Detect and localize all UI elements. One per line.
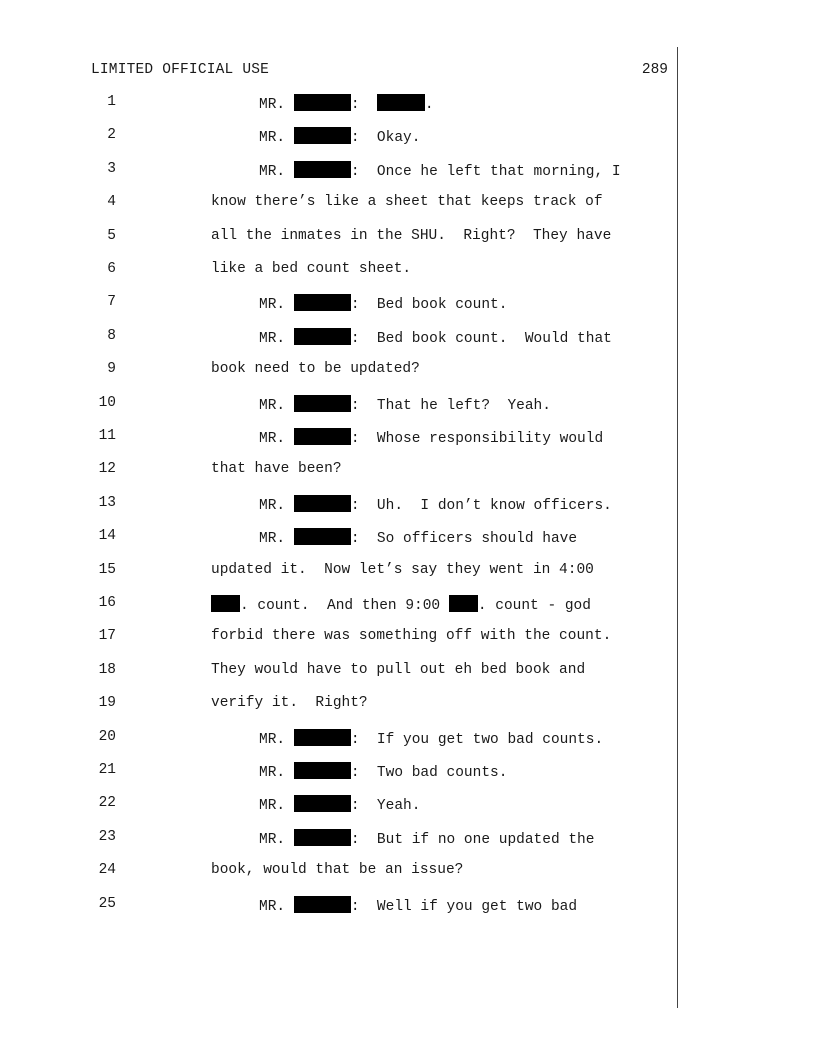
- text-segment: MR.: [259, 330, 294, 347]
- line-number: 24: [98, 862, 116, 879]
- line-number: 17: [98, 628, 116, 645]
- transcript-line: [0, 361, 816, 381]
- text-segment: MR.: [259, 297, 294, 314]
- text-segment: verify it. Right?: [211, 695, 368, 712]
- redaction-block: [294, 161, 351, 178]
- redaction-block: [377, 94, 425, 111]
- redaction-block: [294, 729, 351, 746]
- redaction-block: [294, 896, 351, 913]
- redaction-block: [294, 94, 351, 111]
- line-text: [211, 562, 594, 578]
- transcript-line: [0, 328, 816, 348]
- transcript-line: [0, 194, 816, 214]
- text-segment: . count - god: [477, 598, 591, 614]
- redaction-block: [294, 428, 351, 445]
- line-number: 12: [98, 461, 116, 478]
- line-number: 4: [107, 194, 116, 211]
- text-segment: : Once he left that morning, I: [350, 163, 621, 180]
- line-number: 18: [98, 661, 116, 678]
- text-segment: : Bed book count.: [350, 297, 508, 314]
- line-text: [259, 294, 507, 313]
- text-segment: updated it. Now let’s say they went in 4:00: [211, 561, 594, 578]
- transcript-line: [0, 495, 816, 515]
- classification-header: LIMITED OFFICIAL USE: [91, 62, 270, 78]
- redaction-block: [294, 795, 351, 812]
- redaction-block: [294, 829, 351, 846]
- line-number: 13: [98, 494, 116, 511]
- line-text: [211, 361, 420, 377]
- line-number: 11: [98, 428, 116, 444]
- transcript-line: [0, 294, 816, 314]
- text-segment: : Bed book count. Would that: [350, 330, 612, 347]
- line-number: 25: [98, 895, 116, 912]
- line-text: [259, 94, 434, 113]
- text-segment: : So officers should have: [350, 531, 578, 548]
- line-number: 21: [98, 762, 116, 778]
- line-number: 6: [107, 261, 116, 277]
- line-text: [259, 896, 577, 915]
- text-segment: MR.: [259, 497, 294, 514]
- text-segment: MR.: [259, 798, 294, 815]
- line-text: [259, 127, 420, 146]
- line-text: [211, 461, 342, 477]
- line-number: 19: [98, 695, 116, 712]
- text-segment: like a bed count sheet.: [211, 261, 412, 277]
- transcript-line: [0, 862, 816, 882]
- line-text: [211, 261, 411, 277]
- text-segment: MR.: [259, 163, 294, 180]
- line-number: 7: [107, 294, 116, 311]
- line-number: 1: [107, 94, 116, 110]
- line-number: 20: [98, 728, 116, 745]
- line-text: [259, 395, 551, 414]
- text-segment: : Two bad counts.: [350, 765, 508, 781]
- line-number: 14: [98, 528, 116, 545]
- line-text: [259, 528, 577, 547]
- line-number: 22: [98, 795, 116, 812]
- redaction-block: [294, 294, 351, 311]
- line-text: [211, 228, 611, 244]
- text-segment: MR.: [259, 731, 294, 748]
- text-segment: all the inmates in the SHU. Right? They have: [211, 227, 612, 244]
- text-segment: MR.: [259, 531, 294, 548]
- text-segment: MR.: [259, 765, 294, 781]
- redaction-block: [294, 127, 351, 144]
- transcript-line: [0, 228, 816, 248]
- text-segment: . count. And then 9:00: [240, 598, 449, 614]
- line-text: [259, 428, 603, 447]
- page-number: 289: [641, 62, 668, 78]
- transcript-line: [0, 695, 816, 715]
- line-text: [259, 328, 612, 347]
- transcript-line: [0, 762, 816, 782]
- transcript-line: [0, 829, 816, 849]
- redaction-block: [294, 762, 351, 779]
- line-text: [211, 628, 611, 644]
- text-segment: MR.: [259, 898, 294, 915]
- redaction-block: [294, 495, 351, 512]
- text-segment: : Okay.: [350, 130, 421, 147]
- redaction-block: [449, 595, 478, 612]
- line-number: 23: [98, 828, 116, 845]
- line-text: [211, 595, 591, 614]
- line-text: [211, 194, 603, 210]
- line-number: 2: [107, 127, 116, 144]
- transcript-line: [0, 461, 816, 481]
- transcript-line: [0, 595, 816, 615]
- transcript-line: [0, 662, 816, 682]
- line-text: [259, 829, 594, 848]
- line-text: [211, 862, 463, 878]
- line-number: 16: [98, 595, 116, 611]
- redaction-block: [294, 528, 351, 545]
- transcript-line: [0, 896, 816, 916]
- transcript-line: [0, 395, 816, 415]
- line-text: [259, 495, 612, 514]
- transcript-line: [0, 94, 816, 114]
- line-text: [211, 695, 368, 711]
- line-text: [259, 161, 621, 180]
- transcript-line: [0, 428, 816, 448]
- line-text: [259, 729, 603, 748]
- text-segment: : Well if you get two bad: [350, 898, 578, 915]
- text-segment: know there’s like a sheet that keeps track of: [211, 194, 603, 211]
- text-segment: MR.: [259, 831, 294, 848]
- transcript-line: [0, 261, 816, 281]
- line-text: [211, 662, 585, 678]
- transcript-line: [0, 562, 816, 582]
- text-segment: .: [424, 97, 434, 113]
- text-segment: that have been?: [211, 461, 342, 478]
- redaction-block: [211, 595, 240, 612]
- transcript-line: [0, 729, 816, 749]
- transcript-line: [0, 628, 816, 648]
- text-segment: MR.: [259, 130, 294, 147]
- redaction-block: [294, 328, 351, 345]
- text-segment: MR.: [259, 431, 294, 447]
- transcript-line: [0, 528, 816, 548]
- text-segment: : But if no one updated the: [350, 831, 595, 848]
- line-number: 3: [107, 160, 116, 177]
- text-segment: : If you get two bad counts.: [350, 731, 604, 748]
- text-segment: : Uh. I don’t know officers.: [350, 497, 612, 514]
- line-number: 9: [107, 361, 116, 378]
- line-number: 15: [98, 561, 116, 578]
- line-text: [259, 795, 420, 814]
- text-segment: They would have to pull out eh bed book and: [211, 661, 586, 678]
- transcript-line: [0, 795, 816, 815]
- line-number: 10: [98, 394, 116, 411]
- line-number: 8: [107, 327, 116, 344]
- text-segment: book need to be updated?: [211, 361, 420, 378]
- text-segment: forbid there was something off with the count.: [211, 628, 612, 645]
- text-segment: MR.: [259, 397, 294, 414]
- line-number: 5: [107, 227, 116, 244]
- text-segment: : Yeah.: [350, 798, 421, 815]
- redaction-block: [294, 395, 351, 412]
- text-segment: MR.: [259, 97, 294, 113]
- transcript-line: [0, 161, 816, 181]
- text-segment: : That he left? Yeah.: [350, 397, 551, 414]
- transcript-line: [0, 127, 816, 147]
- text-segment: : Whose responsibility would: [350, 431, 604, 447]
- text-segment: :: [350, 97, 377, 113]
- line-text: [259, 762, 507, 781]
- text-segment: book, would that be an issue?: [211, 862, 464, 879]
